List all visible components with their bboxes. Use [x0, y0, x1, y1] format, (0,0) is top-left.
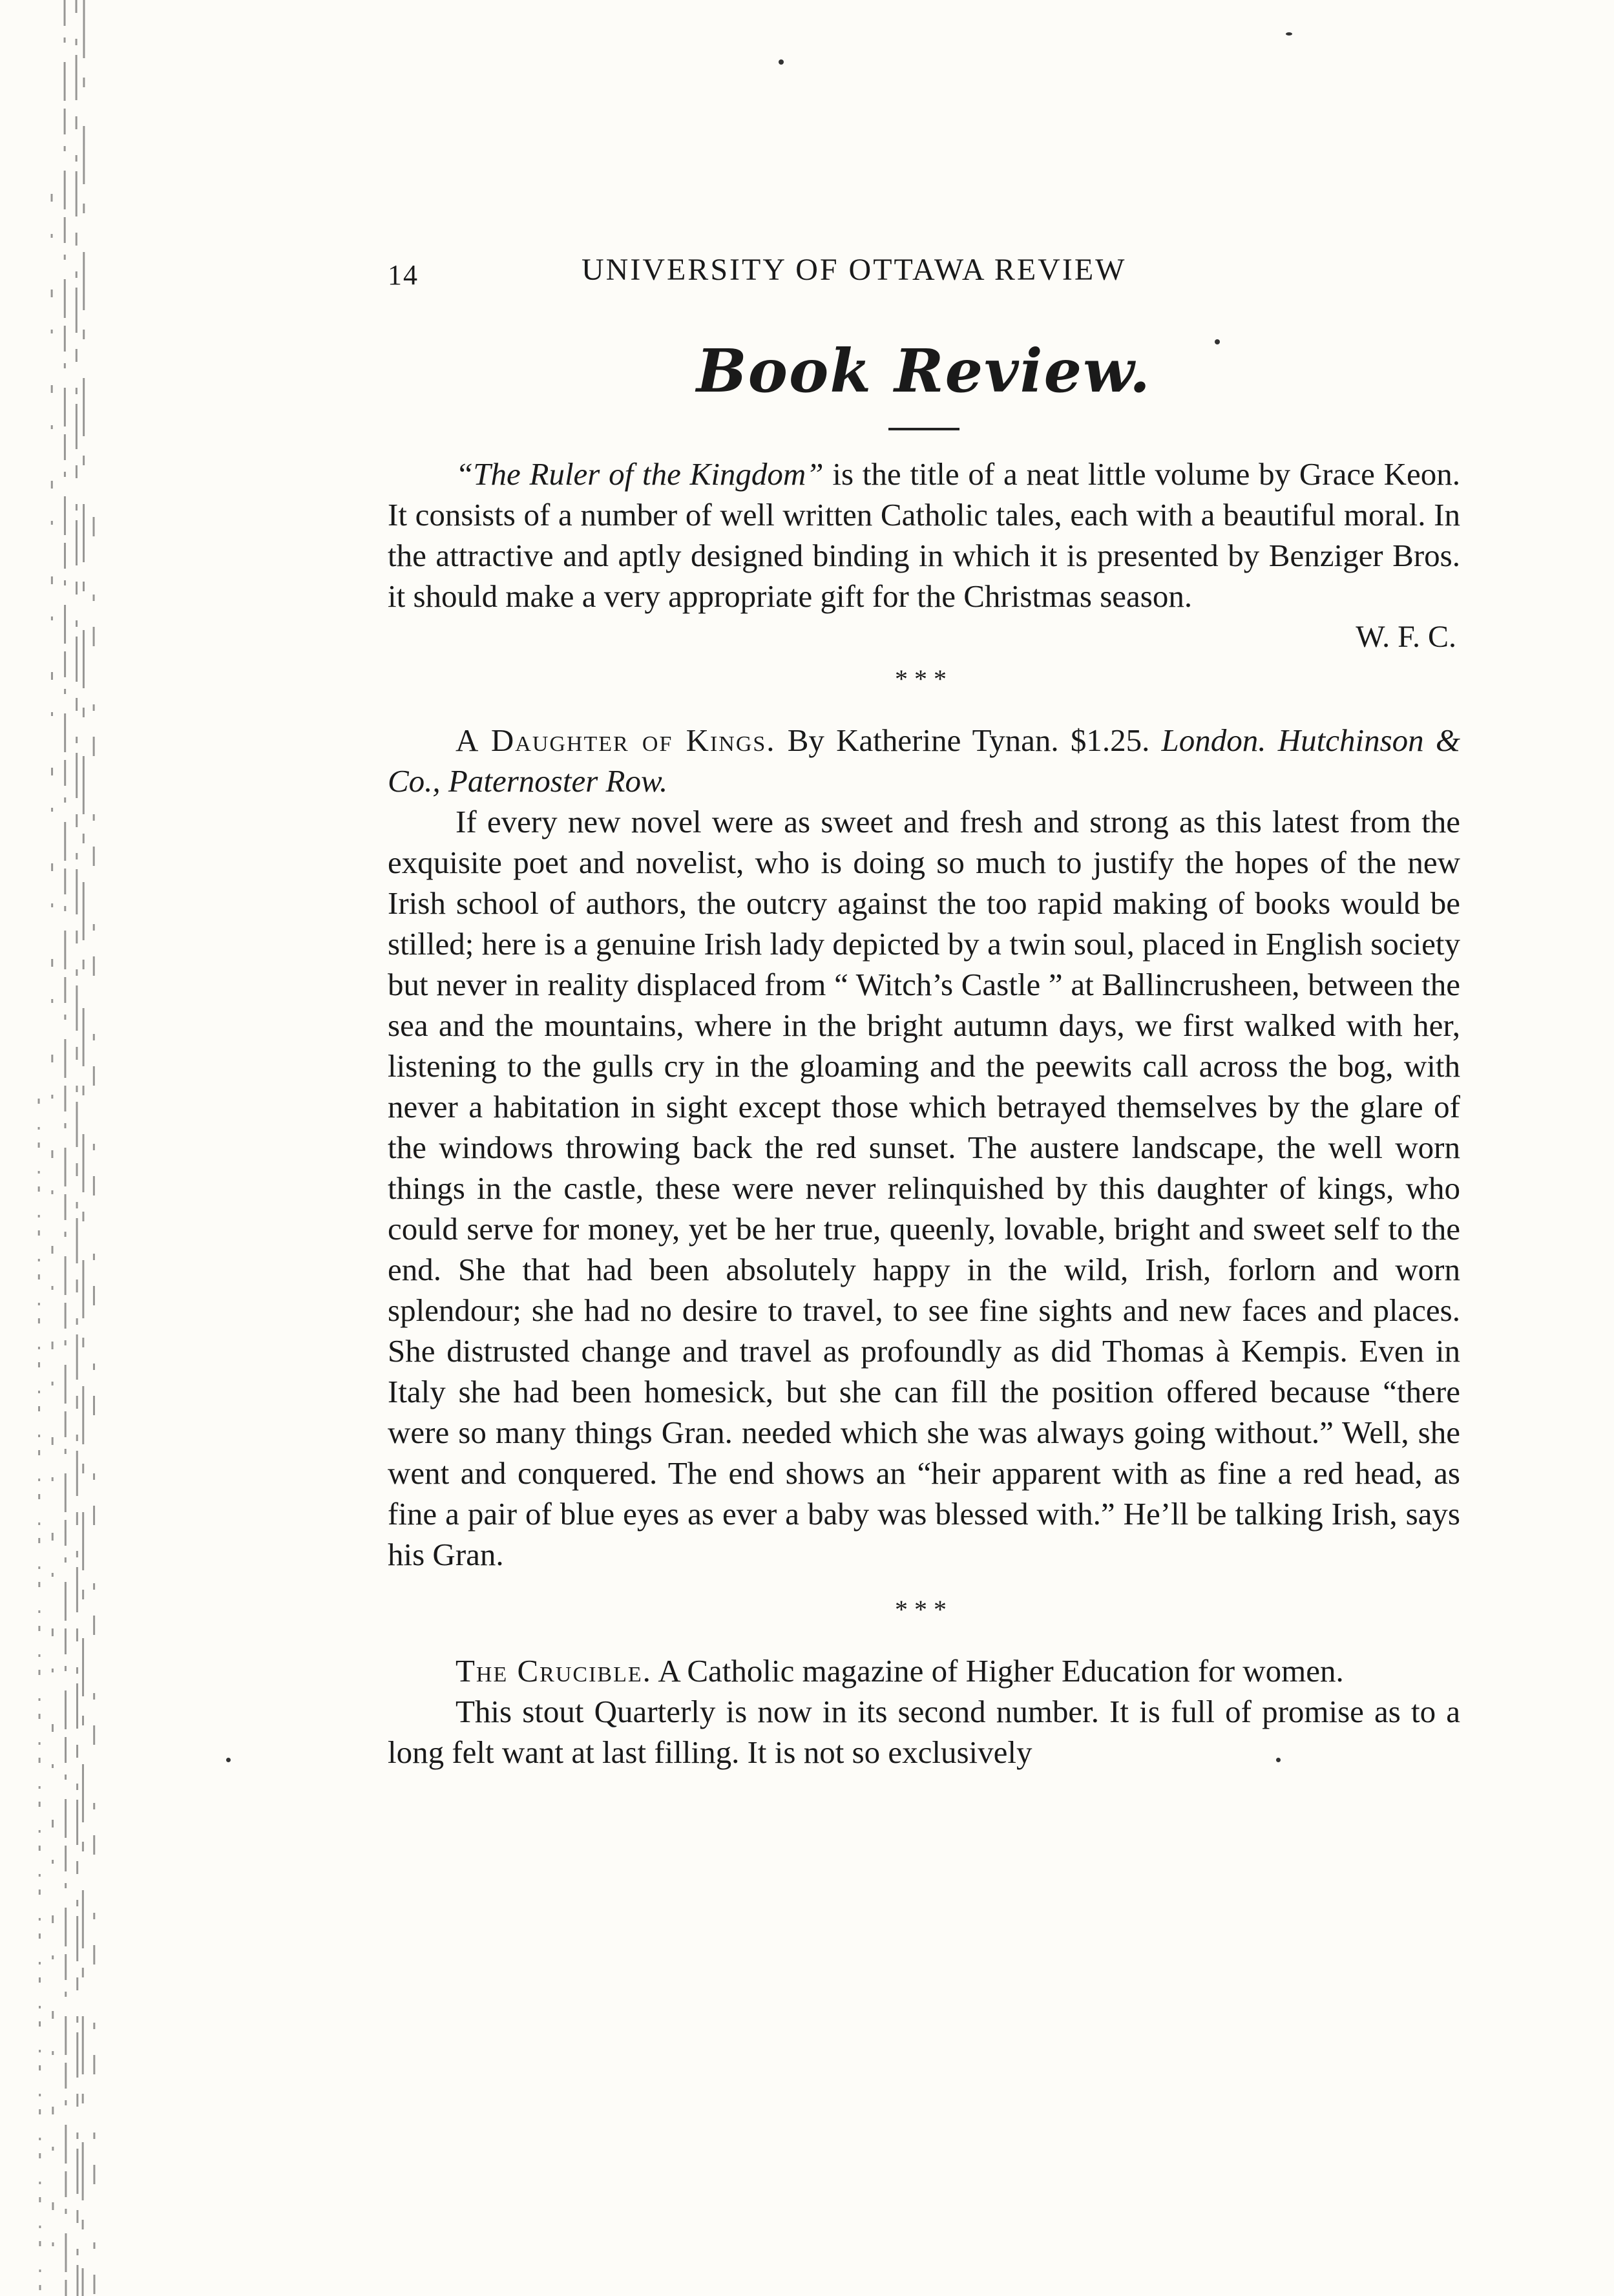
review-daughter-of-kings-citation [388, 720, 1460, 801]
review-signature: W. F. C. [1356, 620, 1456, 654]
author-price: By Katherine Tynan. $1.25. [775, 722, 1162, 758]
crucible-subtitle: A Catholic magazine of Higher Education for women. [651, 1653, 1344, 1689]
title-rule [888, 428, 959, 430]
publisher: London. Hutchinson & Co., Paternoster Row. [388, 722, 1460, 799]
review-ruler-of-kingdom [388, 454, 1460, 616]
document-page [388, 252, 1460, 1773]
book-title-ruler: “The Ruler of the Kingdom” [456, 456, 824, 492]
running-title: UNIVERSITY OF OTTAWA REVIEW [582, 253, 1127, 287]
review-crucible-body: This stout Quarterly is now in its second number. It is full of promise as to a long felt want at last filling. It is not so exclusively [388, 1694, 1460, 1770]
section-title: Book Review. [696, 336, 1152, 406]
scan-speck [226, 1758, 231, 1762]
scan-speck [1286, 32, 1292, 36]
book-title-daughter: A Daughter of Kings. [456, 722, 776, 758]
separator-asterisks: *** [895, 1595, 953, 1624]
page-header [388, 252, 1460, 310]
book-title-crucible: The Crucible. [456, 1653, 652, 1689]
review-crucible-citation [388, 1650, 1460, 1691]
page-number: 14 [388, 259, 419, 291]
review-ruler-text: is the title of a neat little volume by Grace Keon. It consists of a number of well written Catholic tales, each with a beautiful moral. In the attractive and aptly designed binding in which it is presented by Benziger Bros. it should make a very appropriate gift for the Christmas season. [388, 456, 1460, 614]
scan-speck [779, 59, 784, 65]
separator-asterisks: *** [895, 664, 953, 693]
binding-edge-scan-marks [0, 0, 129, 2296]
review-daughter-of-kings-body: If every new novel were as sweet and fresh and strong as this latest from the exquisite poet and novelist, who is doing so much to justify the hopes of the new Irish school of authors, the outcry against the too rapid making of books would be stilled; here is a genuine Irish lady depicted by a twin soul, placed in English society but never in reality displaced from “ Witch’s Castle ” at Ballincrusheen, between the sea and the mountains, where in the bright autumn days, we first walked with her, listening to the gulls cry in the gloaming and the peewits call across the bog, with never a habitation in sight except those which betrayed themselves by the glare of the windows throwing back the red sunset. The austere landscape, the well worn things in the castle, these were never relinquished by this daughter of kings, who could serve for money, yet be her true, queenly, lovable, bright and sweet self to the end. She that had been absolutely happy in the wild, Irish, forlorn and worn splendour; she had no desire to travel, to see fine sights and new faces and places. She distrusted change and travel as profoundly as did Thomas à Kempis. Even in Italy she had been homesick, but she can fill the position offered because “there were so many things Gran. needed which she was always going without.” Well, she went and conquered. The end shows an “heir apparent with as fine a red head, as fine a pair of blue eyes as ever a baby was blessed with.” He’ll be talking Irish, says his Gran. [388, 804, 1460, 1572]
